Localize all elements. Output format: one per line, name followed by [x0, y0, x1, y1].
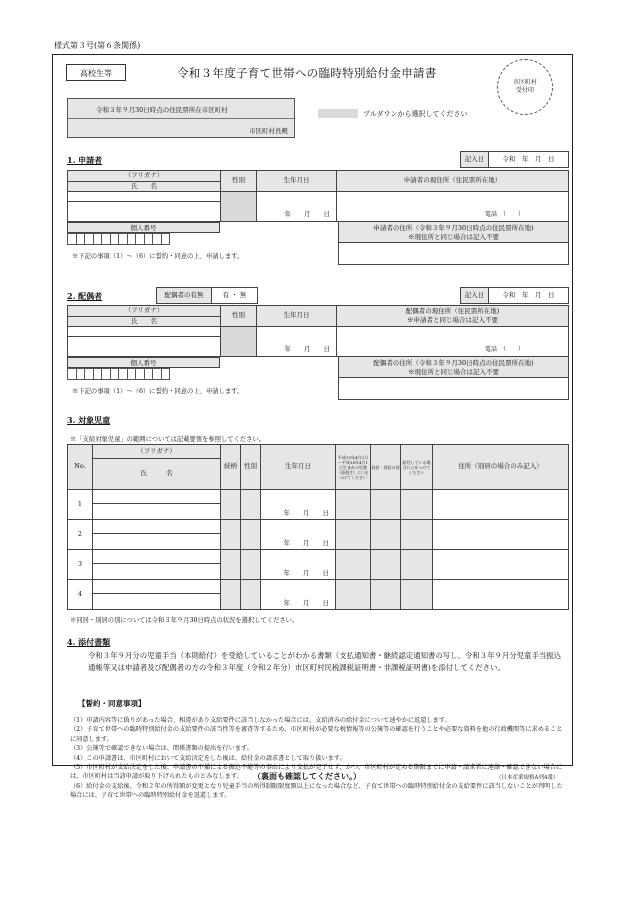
applicant-addr0930-field[interactable]: [338, 243, 569, 265]
municipality-box: [67, 98, 295, 138]
children-scope-note: ※「支給対象児童」の範囲については記載要領を参照してください。: [70, 436, 266, 443]
spouse-address-label: [337, 306, 569, 327]
applicant-birth-label: 生年月日: [257, 171, 337, 192]
children-table: [67, 444, 569, 610]
child-birth-field[interactable]: 年 月 日: [261, 490, 336, 520]
child-allowance-field[interactable]: [401, 550, 433, 580]
pledge-item: （4）この申請書は、市区町村において支給決定をした後は、給付金の請求書として取り扱います。: [70, 754, 346, 762]
col-cohab: 同居・別居の別: [371, 445, 401, 490]
applicant-consent: ※下記の事項（1）～（6）に誓約・同意の上、申請します。: [72, 253, 244, 260]
col-birth: 生年月日: [261, 445, 336, 490]
spouse-entry-date-field[interactable]: 令和 年 月 日: [489, 288, 569, 304]
col-furigana: （フリガナ）: [93, 445, 221, 459]
spouse-addr0930-label: [338, 356, 569, 378]
pledge-heading: 【誓約・同意事項】: [78, 699, 146, 708]
applicant-address-label: 申請者の現住所（住民票所在地）: [337, 171, 569, 192]
spouse-date-table: [460, 287, 569, 304]
children-heading: 3. 対象児童: [67, 415, 111, 425]
child-name-field[interactable]: [93, 504, 221, 520]
applicant-heading: 1. 申請者: [67, 155, 103, 165]
col-allowance: 給付している場合に○をつけてください: [401, 445, 433, 490]
spouse-furigana-label: （フリガナ）: [68, 306, 221, 317]
child-allowance-field[interactable]: [401, 490, 433, 520]
child-allowance-field[interactable]: [401, 580, 433, 610]
children-footnote: ※同居・別居の別については令和３年９月30日時点の状況を選択してください。: [70, 617, 299, 624]
col-born: 平成15年4月2日～平成18年4月1日生まれの児童（高校生）に○をつけてください: [336, 445, 371, 490]
applicant-birth-field[interactable]: 年 月 日: [257, 192, 337, 222]
municipality-line2: 市区町村長殿: [249, 127, 288, 135]
spouse-presence-table: [156, 287, 258, 304]
spouse-presence-select[interactable]: 有 ・ 無: [212, 288, 258, 304]
spouse-name-label: 氏 名: [68, 317, 221, 327]
form-title: 令和３年度子育て世帯への臨時特別給付金申請書: [177, 66, 437, 80]
applicant-address-field[interactable]: 電話 （ ）: [337, 192, 569, 222]
child-cohab-field[interactable]: [371, 520, 401, 550]
applicant-addr0930-note: ※現住所と同じ場合は記入不要: [408, 233, 499, 241]
child-cohab-field[interactable]: [371, 490, 401, 520]
child-born-field[interactable]: [336, 490, 371, 520]
child-sex-field[interactable]: [241, 550, 261, 580]
applicant-sex-label: 性別: [221, 171, 257, 192]
applicant-furigana-label: （フリガナ）: [68, 171, 221, 182]
applicant-addr0930-title: 申請者の住所（令和３年９月30日時点の住民票所在地): [373, 224, 534, 232]
child-sex-field[interactable]: [241, 520, 261, 550]
child-row-no: 1: [68, 490, 93, 520]
municipality-line1: 令和３年９月30日時点の住民票所在市区町村: [96, 106, 228, 114]
spouse-mynumber-boxes[interactable]: [67, 368, 170, 380]
spouse-address-note: ※申請者と同じ場合は記入不要: [407, 316, 498, 324]
child-relation-field[interactable]: [221, 520, 241, 550]
applicant-addr0930-label: [338, 221, 569, 243]
spouse-sex-label: 性別: [221, 306, 257, 327]
applicant-sex-field[interactable]: [221, 192, 257, 222]
col-sex: 性別: [241, 445, 261, 490]
spouse-consent: ※下記の事項（1）～（6）に誓約・同意の上、申請します。: [72, 388, 244, 395]
child-relation-field[interactable]: [221, 580, 241, 610]
child-born-field[interactable]: [336, 550, 371, 580]
col-address: 住所（別居の場合のみ記入）: [433, 445, 569, 490]
spouse-mynumber-label: 個人番号: [67, 357, 220, 368]
child-address-field[interactable]: [433, 520, 569, 550]
child-furigana-field[interactable]: [93, 550, 221, 564]
child-name-field[interactable]: [93, 564, 221, 580]
child-row-no: 2: [68, 520, 93, 550]
applicant-mynumber-label: 個人番号: [67, 222, 220, 233]
child-birth-field[interactable]: 年 月 日: [261, 550, 336, 580]
applicant-date-table: [460, 151, 569, 168]
child-sex-field[interactable]: [241, 490, 261, 520]
pledge-item: （5）市区町村が支給決定をした後、申請書の不備による振込不能等の事由により支払が完了せず、かつ、市区町村が定める期限までに申請・請求者に連絡・確認できない場合には、市区町村は当該申請が取り下げられたものとみなします。: [70, 764, 563, 781]
spouse-presence-label: 配偶者の有無: [157, 288, 212, 304]
pledge-item: （1）申請内容等に偽りがあった場合、相違があり支給要件に該当しなかった場合には、支給済みの給付金について速やかに返還します。: [70, 717, 451, 724]
footer-standard: （日本産業規格A列4番）: [496, 775, 559, 781]
child-furigana-field[interactable]: [93, 580, 221, 594]
spouse-birth-field[interactable]: 年 月 日: [257, 327, 337, 357]
pledge-item: （2）子育て世帯への臨時特別給付金の支給要件の該当性等を審査等するため、市区町村が必要な税情報等の公簿等の確認を行うことや必要な資料を他の行政機関等に求めることに同意します。: [70, 726, 563, 743]
child-birth-field[interactable]: 年 月 日: [261, 520, 336, 550]
spouse-name-field[interactable]: [68, 337, 221, 357]
child-name-field[interactable]: [93, 594, 221, 610]
child-cohab-field[interactable]: [371, 550, 401, 580]
footer-reverse-note: （裏面も確認してください。）: [253, 771, 361, 781]
pledge-list: [70, 716, 568, 801]
child-cohab-field[interactable]: [371, 580, 401, 610]
child-relation-field[interactable]: [221, 550, 241, 580]
child-address-field[interactable]: [433, 490, 569, 520]
child-furigana-field[interactable]: [93, 520, 221, 534]
child-row-no: 3: [68, 550, 93, 580]
attachments-heading: 4. 添付書類: [67, 637, 111, 647]
child-address-field[interactable]: [433, 580, 569, 610]
spouse-entry-date-label: 記入日: [461, 288, 489, 304]
pledge-item: （3）公簿等で確認できない場合は、関係書類の提出を行います。: [70, 745, 253, 753]
pulldown-hint: プルダウンから選択してください: [363, 110, 468, 118]
child-allowance-field[interactable]: [401, 520, 433, 550]
child-address-field[interactable]: [433, 550, 569, 580]
applicant-furigana-field[interactable]: [68, 192, 221, 202]
spouse-address-field[interactable]: 電話 （ ）: [337, 327, 569, 357]
child-row-no: 4: [68, 580, 93, 610]
pledge-item: （6）給付金の支給後、令和２年の所得額が変更となり児童手当の所得制限限度額以上になった場合など、子育て世帯への臨時特別給付金の支給要件に該当しないことが判明した場合には、子育て世帯への臨時特別給付金を返還します。: [70, 782, 563, 800]
child-name-field[interactable]: [93, 534, 221, 550]
child-born-field[interactable]: [336, 580, 371, 610]
spouse-addr0930-note: ※現住所と同じ場合は記入不要: [408, 368, 499, 376]
spouse-address-title: 配偶者の現住所（住民票所在地): [405, 307, 500, 315]
applicant-mynumber-boxes[interactable]: [67, 233, 170, 245]
spouse-birth-label: 生年月日: [257, 306, 337, 327]
child-birth-field[interactable]: 年 月 日: [261, 580, 336, 610]
entry-date-field[interactable]: 令和 年 月 日: [489, 152, 569, 168]
applicant-name-label: 氏 名: [68, 182, 221, 192]
child-born-field[interactable]: [336, 520, 371, 550]
child-sex-field[interactable]: [241, 580, 261, 610]
pulldown-swatch: [318, 109, 358, 118]
spouse-addr0930-field[interactable]: [338, 378, 569, 400]
spouse-table: [67, 305, 569, 357]
category-badge: 高校生等: [66, 64, 126, 81]
spouse-heading: 2. 配偶者: [67, 291, 103, 301]
entry-date-label: 記入日: [461, 152, 489, 168]
form-number: 様式第３号(第６条関係): [54, 41, 141, 50]
spouse-sex-field[interactable]: [221, 327, 257, 357]
reception-stamp: 市区町村 受付印: [497, 59, 553, 115]
applicant-table: [67, 170, 569, 222]
col-relation: 続柄: [221, 445, 241, 490]
child-relation-field[interactable]: [221, 490, 241, 520]
spouse-addr0930-title: 配偶者の住所（令和３年９月30日時点の住民票所在地): [373, 359, 534, 367]
spouse-furigana-field[interactable]: [68, 327, 221, 337]
col-name: 氏 名: [93, 459, 221, 490]
applicant-name-field[interactable]: [68, 202, 221, 222]
child-furigana-field[interactable]: [93, 490, 221, 504]
attachments-body: 令和３年９月分の児童手当（本則給付）を受給していることがわかる書類（支払通知書・継続認定通知書の写し、令和３年９月分児童手当振込通帳等又は申請者及び配偶者の方の令和３年度（令和２年分）市区町村民税課税証明書・非課税証明書)を添付してください。: [88, 651, 562, 672]
col-no: No.: [68, 445, 93, 490]
